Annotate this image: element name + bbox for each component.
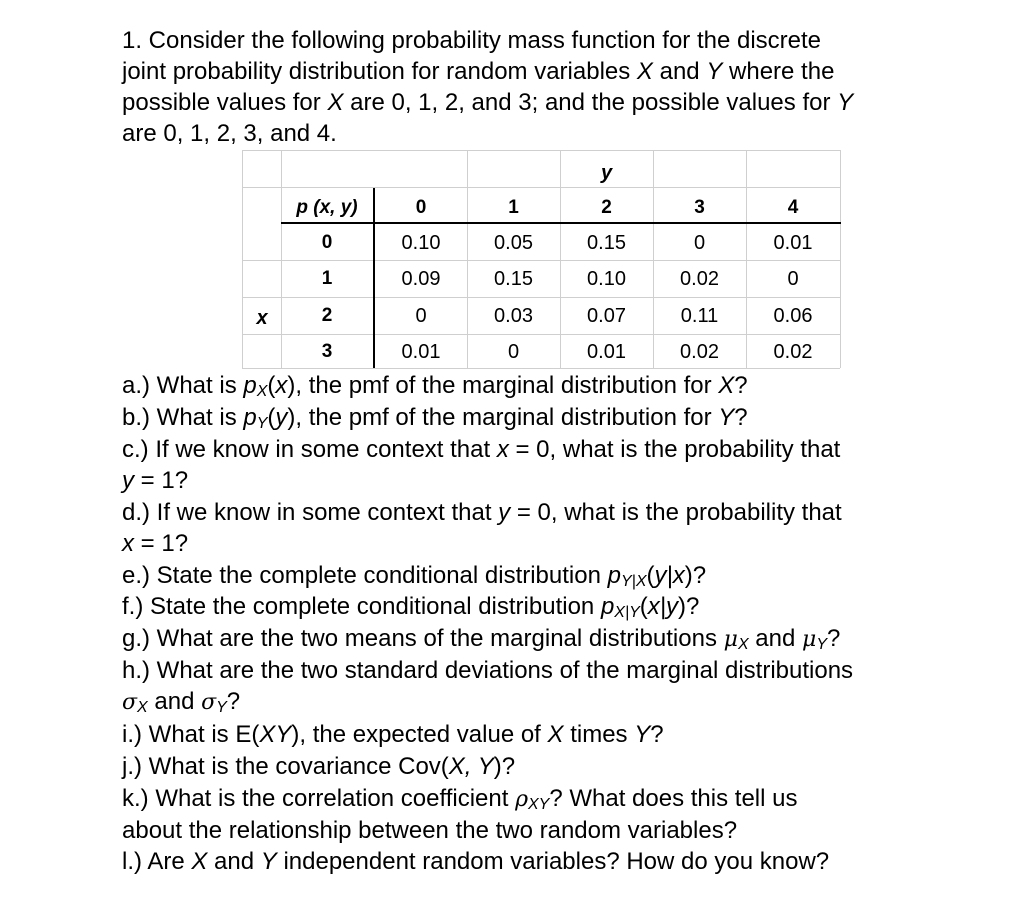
question-text: d.) If we know in some context that: [122, 499, 499, 526]
math-var: y: [122, 467, 134, 494]
grid-line: [653, 150, 654, 368]
table-cell: 0.09: [401, 268, 441, 290]
math-var: x: [275, 372, 288, 399]
question-h-cont: [122, 686, 240, 723]
math-var: Y: [634, 721, 651, 748]
col-header: 2: [601, 197, 612, 218]
question-text: ), the pmf of the marginal distribution for: [287, 404, 719, 431]
math-subscript: X: [137, 699, 148, 716]
math-p: p: [243, 404, 257, 431]
question-j: [122, 751, 515, 782]
question-text: = 1?: [134, 530, 189, 557]
row-header: 0: [321, 232, 333, 253]
question-text: g.) What are the two means of the marginal distributions: [122, 625, 724, 652]
math-subscript: X: [737, 636, 749, 653]
table-cell: 0.15: [494, 268, 533, 290]
grid-line: [242, 187, 840, 188]
question-text: (: [639, 593, 648, 620]
question-text: ?: [734, 404, 748, 431]
math-var: Y: [718, 404, 735, 431]
math-sigma: σ: [201, 690, 217, 715]
grid-line: [242, 297, 840, 298]
math-mu: μ: [802, 627, 817, 652]
grid-line: [242, 150, 840, 151]
question-text: ), the pmf of the marginal distribution for: [287, 372, 719, 399]
math-var: Y: [260, 848, 277, 875]
table-cell: 0.11: [680, 305, 719, 327]
grid-line: [242, 150, 243, 368]
pmf-label: p (x, y): [296, 197, 358, 218]
math-subscript: X|Y: [614, 604, 640, 621]
question-text: = 0, what is the probability that: [508, 436, 841, 463]
grid-line: [281, 150, 282, 368]
intro-text: and: [652, 58, 707, 85]
grid-line: [840, 150, 841, 368]
table-cell: 0.10: [587, 268, 626, 290]
math-subscript: XY: [528, 796, 550, 813]
math-var: XY: [259, 721, 292, 748]
math-mu: μ: [723, 627, 738, 652]
grid-line: [746, 150, 747, 368]
table-cell: 0.02: [680, 268, 719, 290]
question-text: ), the expected value of: [291, 721, 548, 748]
question-text: )?: [678, 593, 700, 620]
grid-line: [242, 368, 840, 369]
table-cell: 0.02: [680, 341, 719, 363]
question-text: = 0, what is the probability that: [510, 499, 842, 526]
question-text: j.) What is the covariance Cov(: [122, 753, 449, 780]
intro-line-3: [122, 87, 853, 118]
var-y: Y: [837, 89, 854, 116]
grid-line: [242, 334, 840, 335]
var-x: X: [636, 58, 653, 85]
math-subscript: Y: [216, 699, 227, 716]
question-text: c.) If we know in some context that: [122, 436, 497, 463]
intro-line-4: [122, 118, 337, 149]
question-text: )?: [684, 562, 707, 589]
question-text: and: [748, 625, 802, 652]
question-text: and: [207, 848, 261, 875]
table-cell: 0.07: [587, 305, 626, 327]
math-var: y: [498, 499, 511, 526]
question-text: and: [147, 688, 202, 715]
table-cell: 0: [415, 305, 427, 327]
question-text: ?: [826, 625, 841, 652]
row-header: 3: [321, 341, 333, 362]
x-axis-label: x: [256, 307, 268, 329]
intro-text: are 0, 1, 2, 3, and 4.: [122, 120, 337, 147]
intro-line-1: [122, 25, 821, 56]
var-x: X: [327, 89, 344, 116]
grid-line: [242, 260, 840, 261]
math-var: X: [191, 848, 208, 875]
math-var: x|y: [647, 593, 679, 620]
intro-text: 1. Consider the following probability mass function for the discrete: [122, 27, 822, 54]
col-header: 3: [694, 197, 705, 218]
question-text: (: [646, 562, 655, 589]
grid-line: [467, 150, 468, 368]
math-p: p: [600, 593, 615, 620]
col-header: 0: [415, 197, 427, 218]
math-var: y: [275, 404, 288, 431]
math-subscript: Y|X: [620, 573, 647, 590]
table-cell: 0: [693, 232, 706, 254]
var-y: Y: [706, 58, 723, 85]
math-p: p: [243, 372, 257, 399]
math-sigma: σ: [122, 690, 138, 715]
question-c: [122, 434, 840, 465]
math-subscript: Y: [816, 636, 827, 653]
y-axis-label: y: [600, 162, 613, 184]
question-text: e.) State the complete conditional distribution: [122, 562, 608, 589]
table-cell: 0.02: [773, 341, 813, 363]
table-cell: 0.03: [494, 305, 533, 327]
question-h: [122, 655, 853, 686]
question-text: ? What does this tell us: [549, 785, 798, 812]
intro-text: joint probability distribution for random variables: [122, 58, 637, 85]
intro-text: are 0, 1, 2, and 3; and the possible values for: [343, 89, 838, 116]
question-i: [122, 719, 664, 750]
row-header: 1: [321, 268, 333, 289]
question-l: [122, 846, 829, 877]
header-rule: [281, 222, 841, 224]
table-cell: 0.05: [494, 232, 533, 254]
question-text: ?: [650, 721, 664, 748]
col-header: 4: [787, 197, 799, 218]
math-var: X, Y: [448, 753, 494, 780]
question-text: independent random variables? How do you know?: [276, 848, 830, 875]
question-k-cont: [122, 815, 737, 846]
question-text: times: [563, 721, 635, 748]
question-text: ?: [734, 372, 748, 399]
math-var: y|x: [654, 562, 685, 589]
math-var: x: [496, 436, 509, 463]
question-c-cont: [122, 465, 188, 496]
question-text: about the relationship between the two random variables?: [122, 817, 738, 844]
table-cell: 0.01: [773, 232, 813, 254]
question-text: (: [267, 372, 276, 399]
math-subscript: Y: [256, 415, 268, 432]
col-header: 1: [508, 197, 519, 218]
question-d: [122, 497, 842, 528]
intro-line-2: [122, 56, 834, 87]
question-text: a.) What is: [122, 372, 244, 399]
question-text: = 1?: [134, 467, 189, 494]
question-d-cont: [122, 528, 188, 559]
question-text: b.) What is: [122, 404, 244, 431]
math-var: x: [122, 530, 134, 557]
table-cell: 0.01: [401, 341, 441, 363]
math-p: p: [607, 562, 621, 589]
question-text: (: [267, 404, 276, 431]
question-text: f.) State the complete conditional distribution: [122, 593, 601, 620]
table-cell: 0.15: [587, 232, 626, 254]
intro-text: possible values for: [122, 89, 328, 116]
intro-text: where the: [722, 58, 835, 85]
math-var: X: [547, 721, 564, 748]
math-var: X: [718, 372, 735, 399]
question-text: h.) What are the two standard deviations of the marginal distributions: [122, 657, 854, 684]
question-text: ?: [226, 688, 241, 715]
table-cell: 0.06: [773, 305, 813, 327]
question-text: i.) What is E(: [122, 721, 260, 748]
question-text: k.) What is the correlation coefficient: [122, 785, 516, 812]
math-subscript: X: [256, 383, 268, 400]
table-cell: 0: [507, 341, 520, 363]
question-text: l.) Are: [122, 848, 192, 875]
table-cell: 0.10: [401, 232, 441, 254]
table-cell: 0.01: [587, 341, 626, 363]
row-header: 2: [321, 305, 333, 326]
table-cell: 0: [787, 268, 799, 290]
math-rho: ρ: [515, 787, 528, 812]
question-text: )?: [493, 753, 516, 780]
